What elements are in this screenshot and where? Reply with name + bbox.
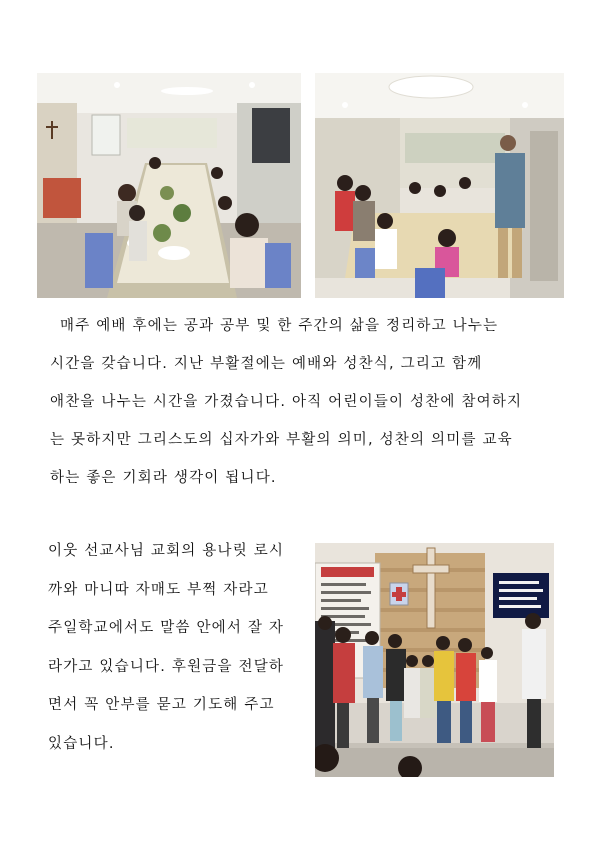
paragraph-1-line: 애찬을 나누는 시간을 가졌습니다. 아직 어린이들이 성찬에 참여하지 [50, 394, 523, 410]
paragraph-2-line: 이웃 선교사님 교회의 용나릿 로시 [48, 543, 285, 559]
church-photo [315, 543, 554, 777]
paragraph-2-line: 주일학교에서도 말씀 안에서 잘 자 [48, 620, 285, 636]
paragraph-2-line: 있습니다. [48, 735, 115, 752]
dining-photo [37, 73, 301, 298]
paragraph-1-line: 하는 좋은 기회라 생각이 됩니다. [50, 470, 277, 486]
paragraph-2-line: 라가고 있습니다. 후원금을 전달하 [48, 658, 285, 675]
paragraph-1-line: 시간을 갖습니다. 지난 부활절에는 예배와 성찬식, 그리고 함께 [50, 356, 483, 372]
classroom-photo [315, 73, 564, 298]
paragraph-2 [48, 532, 310, 763]
paragraph-1-line: 는 못하지만 그리스도의 십자가와 부활의 의미, 성찬의 의미를 교육 [50, 432, 513, 448]
paragraph-1-line: 매주 예배 후에는 공과 공부 및 한 주간의 삶을 정리하고 나누는 [60, 318, 499, 334]
paragraph-2-line: 까와 마니따 자매도 부쩍 자라고 [48, 581, 269, 598]
paragraph-2-line: 면서 꼭 안부를 묻고 기도해 주고 [48, 697, 275, 713]
paragraph-1 [50, 307, 550, 497]
